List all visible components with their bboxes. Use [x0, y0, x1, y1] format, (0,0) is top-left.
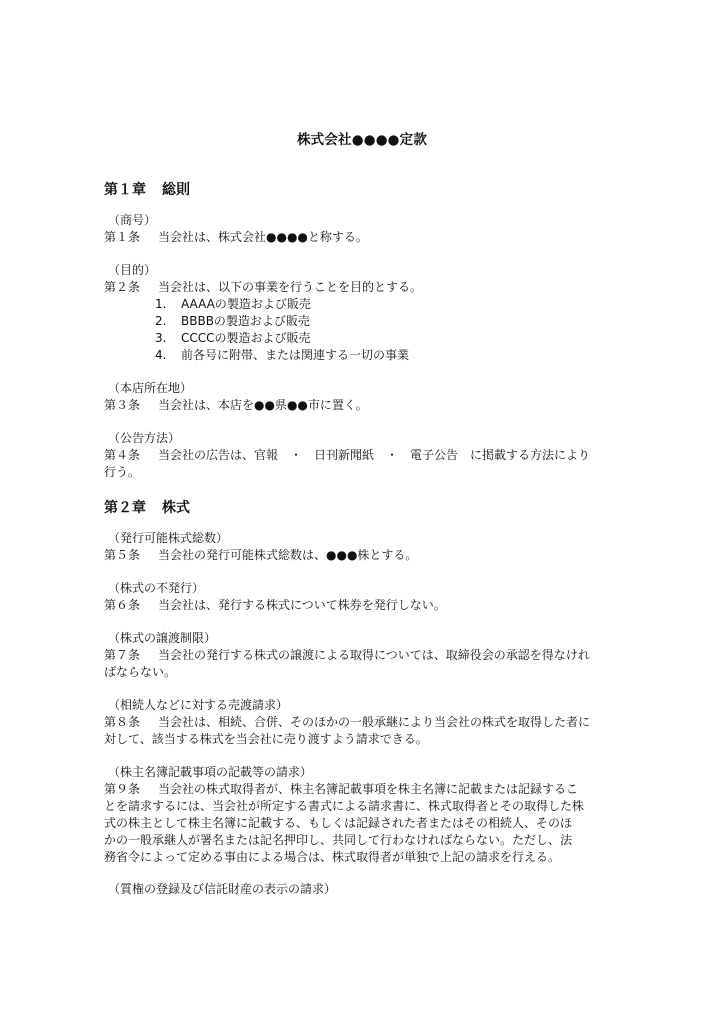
article-text: 当会社の発行する株式の譲渡による取得については、取締役会の承認を得なけれ — [158, 648, 590, 662]
chapter-heading-1 — [104, 179, 190, 199]
article-2 — [104, 279, 620, 296]
article-8 — [104, 714, 620, 748]
list-item-number: 1. — [155, 297, 167, 311]
article-text-line: 行う。 — [104, 465, 141, 479]
list-item — [155, 296, 409, 313]
article-number: 第８条 — [104, 715, 141, 729]
article-7 — [104, 647, 620, 681]
article-heading: （発行可能株式総数） — [108, 531, 229, 545]
article-heading: （商号） — [108, 213, 157, 227]
article-6 — [104, 597, 620, 614]
list-item-number: 2. — [155, 314, 167, 328]
article-number: 第７条 — [104, 648, 141, 662]
article-text-line — [104, 647, 620, 664]
article-heading: （目的） — [108, 263, 157, 277]
article-heading: （株式の譲渡制限） — [108, 631, 217, 645]
article-heading: （公告方法） — [108, 431, 181, 445]
article-1 — [104, 229, 620, 246]
list-item-number: 4. — [155, 348, 167, 362]
article-text-line: とを請求するには、当会社が所定する書式による請求書に、株式取得者とその取得した株 — [104, 799, 585, 813]
article-text: 当会社の発行可能株式総数は、●●●株とする。 — [158, 548, 418, 562]
list-item-number: 3. — [155, 331, 167, 345]
chapter-heading-2 — [104, 497, 190, 517]
article-text-line: ばならない。 — [104, 665, 177, 679]
chapter-number: 第２章 — [104, 500, 146, 516]
chapter-title: 株式 — [162, 500, 190, 516]
list-item — [155, 313, 409, 330]
article-text-line — [104, 714, 620, 731]
list-item-text: CCCCの製造および販売 — [181, 331, 311, 345]
list-item-text: 前各号に附帯、または関連する一切の事業 — [181, 348, 410, 362]
article-text-line: かの一般承継人が署名または記名押印し、共同して行わなければならない。ただし、法 — [104, 833, 573, 847]
article-heading: （本店所在地） — [108, 381, 193, 395]
list-item-text: AAAAの製造および販売 — [181, 297, 311, 311]
document-title: 株式会社●●●●定款 — [296, 132, 428, 148]
article-heading: （株式の不発行） — [108, 581, 205, 595]
article-number: 第９条 — [104, 782, 141, 796]
list-item-text: BBBBの製造および販売 — [181, 314, 310, 328]
article-text-line: 務省令によって定める事由による場合は、株式取得者が単独で上記の請求を行える。 — [104, 850, 561, 864]
article-text: 当会社は、株式会社●●●●と称する。 — [158, 230, 368, 244]
list-item — [155, 330, 409, 347]
article-text-line: 対して、該当する株式を当会社に売り渡すよう請求できる。 — [104, 732, 428, 746]
chapter-title: 総則 — [162, 182, 190, 198]
article-heading: （質権の登録及び信託財産の表示の請求） — [108, 882, 337, 896]
article-text-line — [104, 781, 620, 798]
article-number: 第３条 — [104, 398, 141, 412]
article-number: 第４条 — [104, 448, 141, 462]
article-text: 当会社の広告は、官報 ・ 日刊新聞紙 ・ 電子公告 に掲載する方法により — [158, 448, 591, 462]
article-text-line: 式の株主として株主名簿に記載する、もしくは記録された者またはその相続人、そのほ — [104, 816, 573, 830]
article-number: 第５条 — [104, 548, 141, 562]
article-3 — [104, 397, 620, 414]
chapter-number: 第１章 — [104, 182, 146, 198]
article-9 — [104, 781, 620, 866]
article-number: 第１条 — [104, 230, 141, 244]
article-text: 当会社の株式取得者が、株主名簿記載事項を株主名簿に記載または記録するこ — [158, 782, 579, 796]
purpose-list — [155, 296, 409, 364]
article-4 — [104, 447, 620, 481]
article-heading: （相続人などに対する売渡請求） — [108, 698, 289, 712]
article-heading: （株主名簿記載事項の記載等の請求） — [108, 765, 313, 779]
article-text: 当会社は、以下の事業を行うことを目的とする。 — [158, 280, 423, 294]
list-item — [155, 347, 409, 364]
article-number: 第２条 — [104, 280, 141, 294]
article-number: 第６条 — [104, 598, 141, 612]
article-text: 当会社は、発行する株式について株券を発行しない。 — [158, 598, 446, 612]
article-text-line — [104, 447, 620, 464]
article-text: 当会社は、本店を●●県●●市に置く。 — [158, 398, 368, 412]
article-text: 当会社は、相続、合併、そのほかの一般承継により当会社の株式を取得した者に — [158, 715, 591, 729]
article-5 — [104, 547, 620, 564]
